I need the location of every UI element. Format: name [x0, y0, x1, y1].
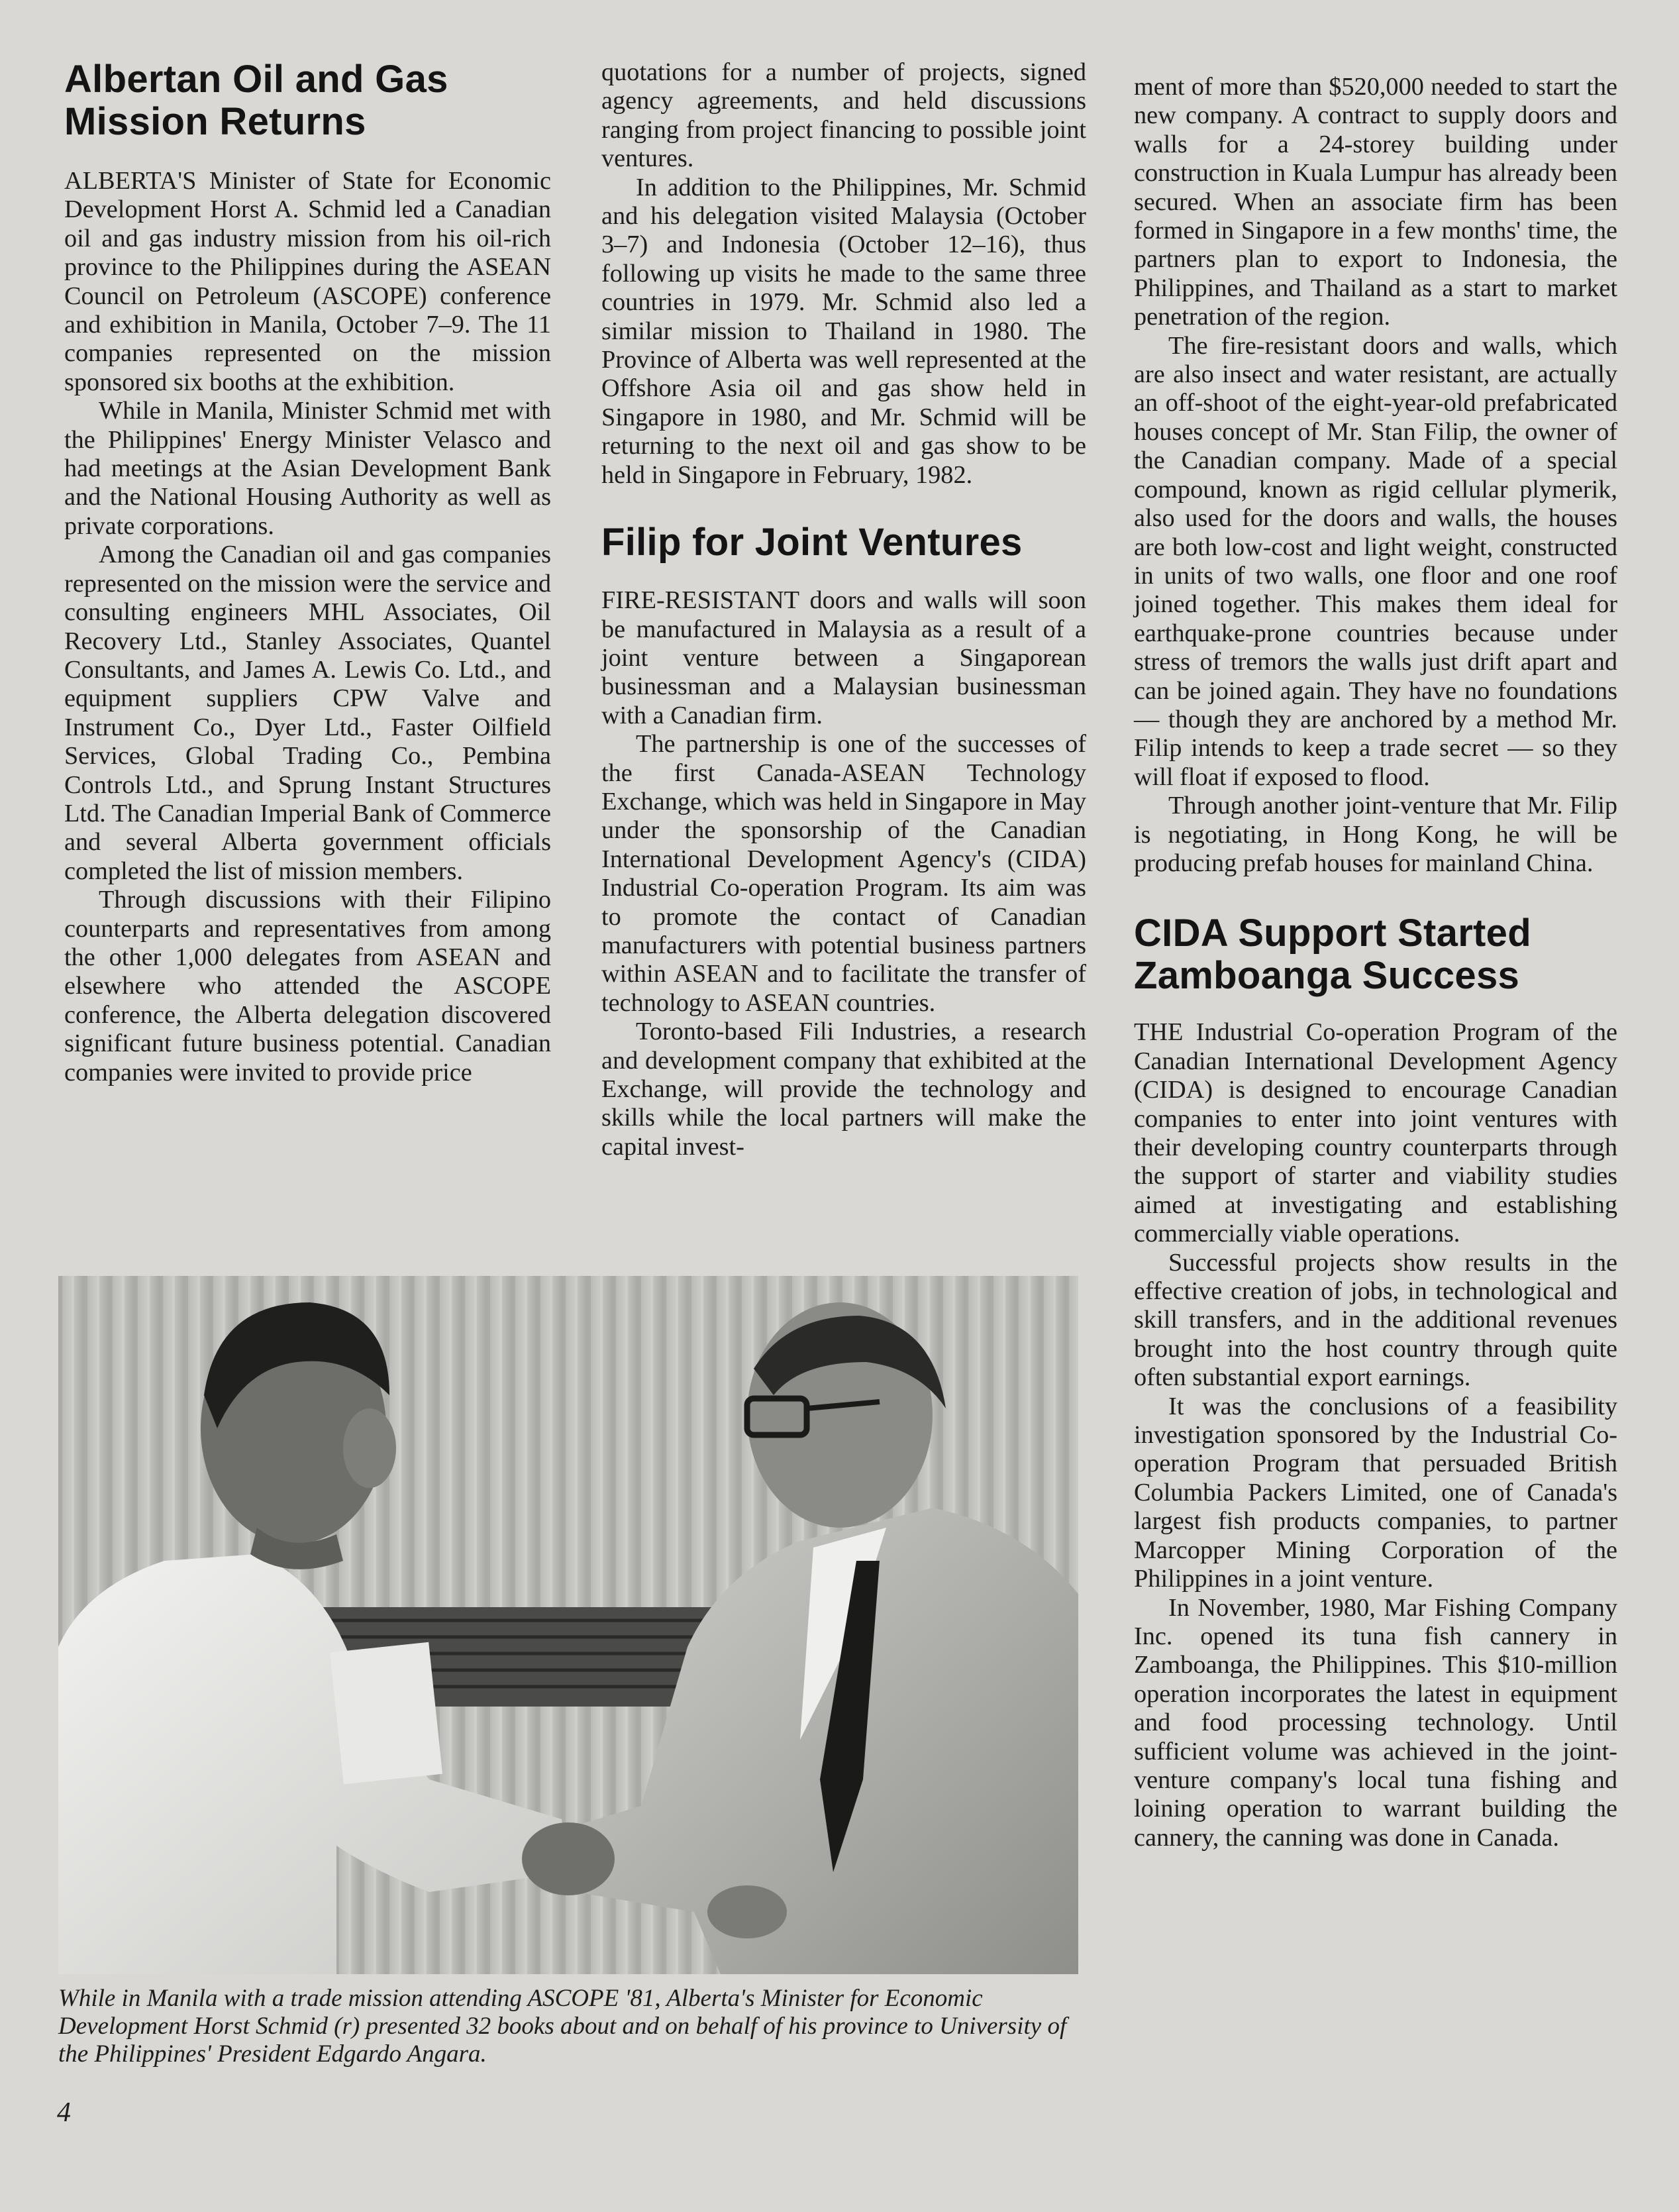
filip-headline: Filip for Joint Ventures — [601, 521, 1023, 564]
alberta-paragraph-3: Among the Canadian oil and gas companies represented on the mission were the service and consulting engineers MHL Associates, Oil Recovery Ltd., Stanley Associates, Quantel Consultants, and James A. Lewis Co. Ltd., and equipment suppliers CPW Valve and Instrument Co., Dyer Ltd., Faster Oilfield Services, Global Trading Co., Pembina Controls Ltd., and Sprung Instant Structures Ltd. The Canadian Imperial Bank of Commerce and several Alberta government officials completed the list of mission members. — [64, 541, 551, 885]
column-1 — [64, 58, 551, 1087]
alberta-paragraph-2: While in Manila, Minister Schmid met with the Philippines' Energy Minister Velasco and had meetings at the Asian Development Bank and the National Housing Authority as well as private corporations. — [64, 397, 551, 540]
filip-paragraph-5: Through another joint-venture that Mr. Filip is negotiating, in Hong Kong, he will be producing prefab houses for mainland China. — [1134, 792, 1617, 877]
column-2 — [601, 58, 1086, 1161]
alberta-paragraph-4: Through discussions with their Filipino counterparts and representatives from among the other 1,000 delegates from ASEAN and elsewhere who attended the ASCOPE conference, the Alberta delegation discovered significant future business potential. Canadian companies were invited to provide price — [64, 886, 551, 1086]
filip-paragraph-3-continued: ment of more than $520,000 needed to start the new company. A contract to supply doors and walls for a 24-storey building under construction in Kuala Lumpur has already been secured. When an associate firm has been formed in Singapore in a few months' time, the partners plan to export to Indonesia, the Philippines, and Thailand as a start to market penetration of the region. — [1134, 73, 1617, 331]
cida-headline: CIDA Support Started Zamboanga Success — [1134, 912, 1531, 998]
cida-paragraph-4: In November, 1980, Mar Fishing Company Inc. opened its tuna fish cannery in Zamboanga, the Philippines. This $10-million operation incorporates the latest in equipment and food processing technology. Until sufficient volume was achieved in the joint-venture company's local tuna fishing and loining operation to warrant building the cannery, the canning was done in Canada. — [1134, 1593, 1617, 1852]
handshake-photo-illustration — [58, 1276, 1078, 1974]
cida-paragraph-1: THE Industrial Co-operation Program of the Canadian International Development Agency (CIDA) is designed to encourage Canadian companies to enter into joint ventures with their developing country counterparts through the support of starter and viability studies aimed at investigating and establishing commercially viable operations. — [1134, 1018, 1617, 1248]
alberta-headline: Albertan Oil and Gas Mission Returns — [64, 58, 448, 143]
filip-paragraph-1: FIRE-RESISTANT doors and walls will soon be manufactured in Malaysia as a result of a joint venture between a Singaporean businessman and a Malaysian businessman with a Canadian firm. — [601, 586, 1086, 729]
filip-paragraph-2: The partnership is one of the successes of the first Canada-ASEAN Technology Exchange, which was held in Singapore in May under the sponsorship of the Canadian International Development Agency's (CIDA) Industrial Co-operation Program. Its aim was to promote the contact of Canadian manufacturers with potential business partners within ASEAN and to facilitate the transfer of technology to ASEAN countries. — [601, 730, 1086, 1017]
alberta-paragraph-5: In addition to the Philippines, Mr. Schmid and his delegation visited Malaysia (October 3–7) and Indonesia (October 12–16), thus following up visits he made to the same three countries in 1979. Mr. Schmid also led a similar mission to Thailand in 1980. The Province of Alberta was well represented at the Offshore Asia oil and gas show held in Singapore in 1980, and Mr. Schmid will be returning to the next oil and gas show to be held in Singapore in February, 1982. — [601, 173, 1086, 489]
column-3 — [1134, 73, 1617, 1852]
page-number: 4 — [57, 2097, 71, 2128]
handshake-photo — [58, 1276, 1078, 1974]
cida-paragraph-3: It was the conclusions of a feasibility investigation sponsored by the Industrial Co-operation Program that persuaded British Columbia Packers Limited, one of Canada's largest fish products companies, to partner Marcopper Mining Corporation of the Philippines in a joint venture. — [1134, 1392, 1617, 1593]
cida-paragraph-2: Successful projects show results in the effective creation of jobs, in technological and skill transfers, and in the additional revenues brought into the host country through quite often substantial export earnings. — [1134, 1248, 1617, 1392]
alberta-paragraph-1: ALBERTA'S Minister of State for Economic Development Horst A. Schmid led a Canadian oil and gas industry mission from his oil-rich province to the Philippines during the ASEAN Council on Petroleum (ASCOPE) conference and exhibition in Manila, October 7–9. The 11 companies represented on the mission sponsored six booths at the exhibition. — [64, 167, 551, 396]
filip-paragraph-3: Toronto-based Fili Industries, a research and development company that exhibited at the Exchange, will provide the technology and skills while the local partners will make the capital invest- — [601, 1018, 1086, 1161]
alberta-paragraph-4-continued: quotations for a number of projects, signed agency agreements, and held discussions ranging from project financing to possible joint ventures. — [601, 58, 1086, 173]
filip-paragraph-4: The fire-resistant doors and walls, which are also insect and water resistant, are actually an off-shoot of the eight-year-old prefabricated houses concept of Mr. Stan Filip, the owner of the Canadian company. Made of a special compound, known as rigid cellular plymerik, also used for the doors and walls, the houses are both low-cost and light weight, constructed in units of two walls, one floor and one roof joined together. This makes them ideal for earthquake-prone countries because under stress of tremors the walls just drift apart and can be joined again. They have no foundations — though they are anchored by a method Mr. Filip intends to keep a trade secret — so they will float if exposed to flood. — [1134, 331, 1617, 791]
photo-caption: While in Manila with a trade mission attending ASCOPE '81, Alberta's Minister for Economic Development Horst Schmid (r) presented 32 books about and on behalf of his province to University of the Philippines' President Edgardo Angara. — [58, 1985, 1067, 2068]
